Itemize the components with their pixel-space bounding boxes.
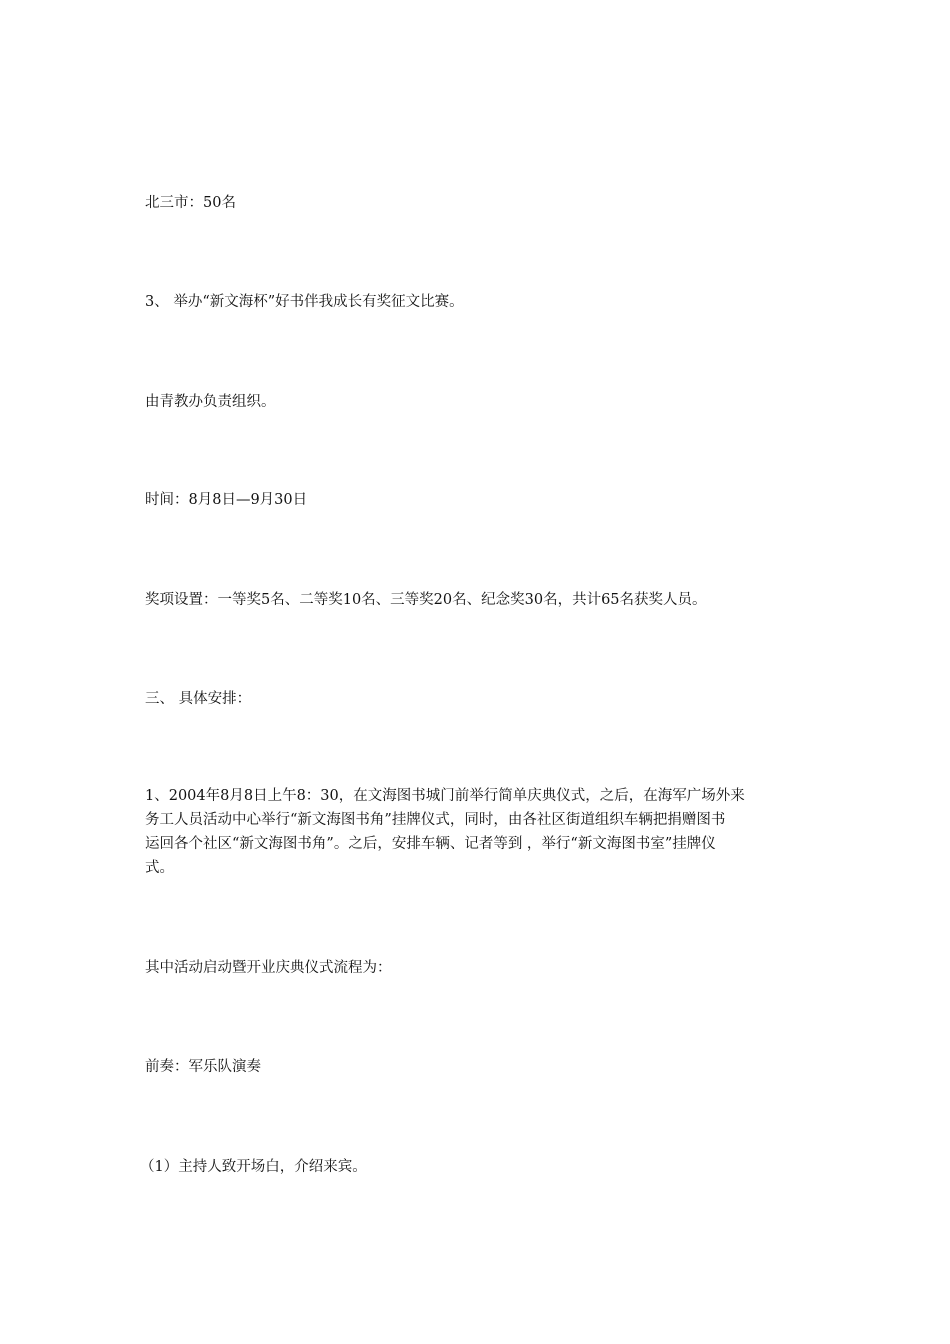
section-heading: 三、 具体安排： bbox=[145, 691, 252, 707]
organizer-paragraph: 由青教办负责组织。 bbox=[145, 394, 276, 410]
ceremony-flow-paragraph: 其中活动启动暨开业庆典仪式流程为： bbox=[145, 960, 392, 976]
item1-line: 务工人员活动中心举行“新文海图书角”挂牌仪式，同时，由各社区街道组织车辆把捐赠图书 bbox=[145, 812, 726, 828]
step1-paragraph: （1）主持人致开场白，介绍来宾。 bbox=[140, 1159, 367, 1175]
quota-paragraph: 北三市：50名 bbox=[145, 195, 236, 211]
essay-contest-paragraph: 3、 举办“新文海杯”好书伴我成长有奖征文比赛。 bbox=[145, 294, 464, 310]
awards-paragraph: 奖项设置：一等奖5名、二等奖10名、三等奖20名、纪念奖30名，共计65名获奖人员。 bbox=[145, 592, 707, 608]
item1-paragraph bbox=[145, 784, 815, 880]
item1-line: 式。 bbox=[145, 860, 174, 876]
item1-line: 运回各个社区“新文海图书角”。之后，安排车辆、记者等到 ，举行“新文海图书室”挂牌仪 bbox=[145, 836, 716, 852]
item1-line: 1、2004年8月8日上午8：30，在文海图书城门前举行简单庆典仪式，之后，在海军广场外来 bbox=[145, 788, 745, 804]
prelude-paragraph: 前奏：军乐队演奏 bbox=[145, 1059, 261, 1075]
time-paragraph: 时间：8月8日—9月30日 bbox=[145, 492, 308, 508]
